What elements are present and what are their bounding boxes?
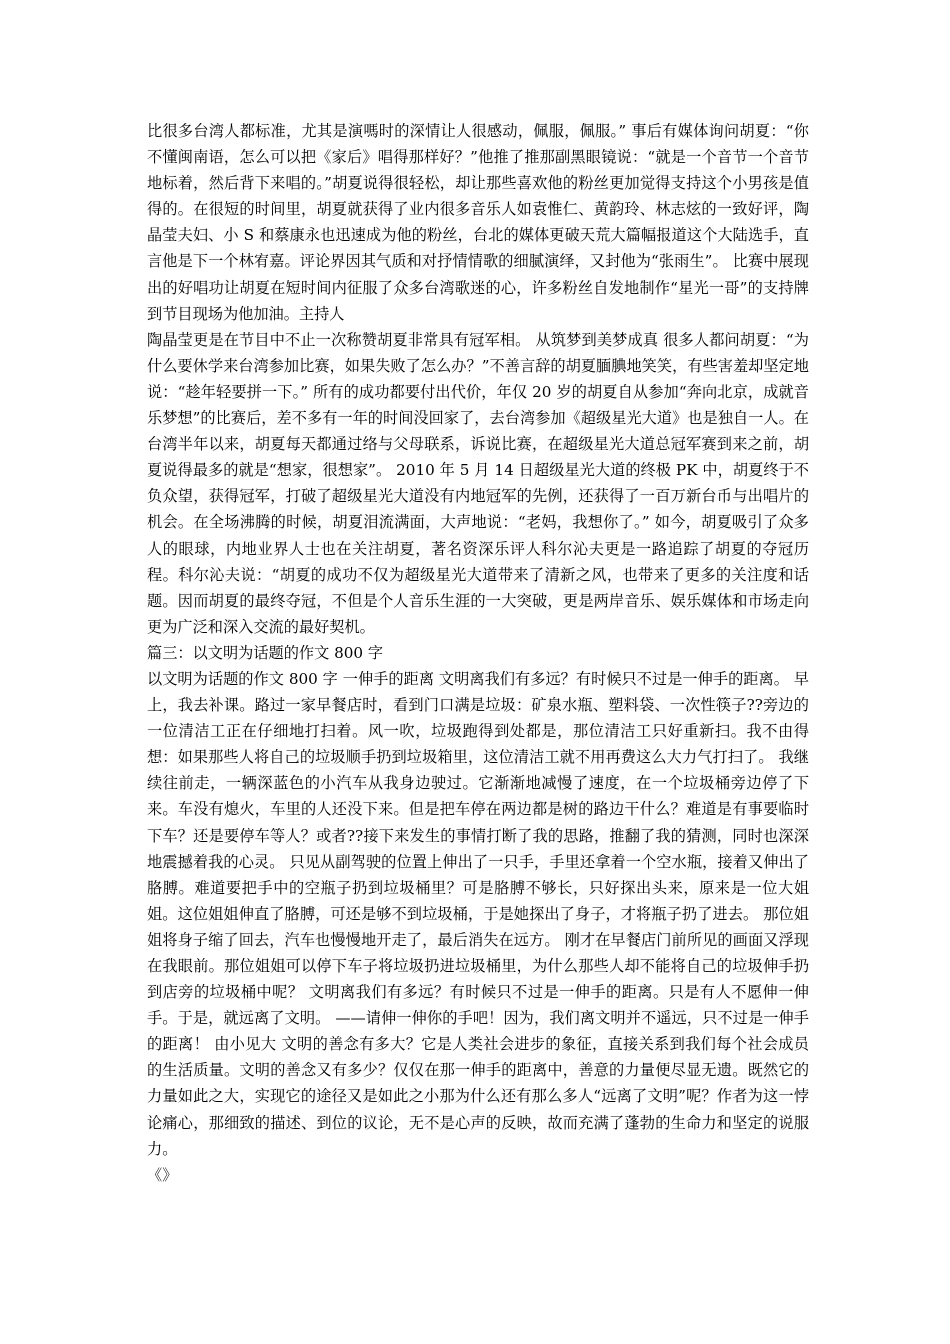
paragraph-2: 陶晶莹更是在节目中不止一次称赞胡夏非常具有冠军相。 从筑梦到美梦成真 很多人都问胡夏：“为什么要休学来台湾参加比赛，如果失败了怎么办？”不善言辞的胡夏腼腆地笑笑，有些害羞却坚定地说：“趁年轻要拼一下。” 所有的成功都要付出代价，年仅 20 岁的胡夏自从参加“奔向北京，成就音乐梦想”的比赛后，差不多有一年的时间没回家了，去台湾参加《超级星光大道》也是独自一人。在台湾半年以来，胡夏每天都通过络与父母联系，诉说比赛，在超级星光大道总冠军赛到来之前，胡夏说得最多的就是“想家，很想家”。 2010 年 5 月 14 日超级星光大道的终极 PK 中，胡夏终于不负众望，获得冠军，打破了超级星光大道没有内地冠军的先例，还获得了一百万新台币与出唱片的机会。在全场沸腾的时候，胡夏泪流满面，大声地说：“老妈，我想你了。” 如今，胡夏吸引了众多人的眼球，内地业界人士也在关注胡夏，著名资深乐评人科尔沁夫更是一路追踪了胡夏的夺冠历程。科尔沁夫说：“胡夏的成功不仅为超级星光大道带来了清新之风，也带来了更多的关注度和话题。因而胡夏的最终夺冠，不但是个人音乐生涯的一大突破，更是两岸音乐、娱乐媒体和市场走向更为广泛和深入交流的最好契机。 [147,330,809,636]
document-page [147,118,809,1188]
section-heading: 篇三：以文明为话题的作文 800 字 [147,643,384,662]
essay-paragraph: 以文明为话题的作文 800 字 一伸手的距离 文明离我们有多远？有时候只不过是一伸手的距离。 早上，我去补课。路过一家早餐店时，看到门口满是垃圾：矿泉水瓶、塑料袋、一次性筷子??旁边的一位清洁工正在仔细地打扫着。风一吹，垃圾跑得到处都是，那位清洁工只好重新扫。我不由得想：如果那些人将自己的垃圾顺手扔到垃圾箱里，这位清洁工就不用再费这么大力气打扫了。 我继续往前走，一辆深蓝色的小汽车从我身边驶过。它渐渐地减慢了速度，在一个垃圾桶旁边停了下来。车没有熄火，车里的人还没下来。但是把车停在两边都是树的路边干什么？难道是有事要临时下车？还是要停车等人？或者??接下来发生的事情打断了我的思路，推翻了我的猜测，同时也深深地震撼着我的心灵。 只见从副驾驶的位置上伸出了一只手，手里还拿着一个空水瓶，接着又伸出了胳膊。难道要把手中的空瓶子扔到垃圾桶里？可是胳膊不够长，只好探出头来，原来是一位大姐姐。这位姐姐伸直了胳膊，可还是够不到垃圾桶，于是她探出了身子，才将瓶子扔了进去。 那位姐姐将身子缩了回去，汽车也慢慢地开走了，最后消失在远方。 刚才在早餐店门前所见的画面又浮现在我眼前。那位姐姐可以停下车子将垃圾扔进垃圾桶里，为什么那些人却不能将自己的垃圾伸手扔到店旁的垃圾桶中呢？ 文明离我们有多远？有时候只不过是一伸手的距离。只是有人不愿伸一伸手。于是，就远离了文明。 ——请伸一伸你的手吧！因为，我们离文明并不遥远，只不过是一伸手的距离！ 由小见大 文明的善念有多大？它是人类社会进步的象征，直接关系到我们每个社会成员的生活质量。文明的善念又有多少？仅仅在那一伸手的距离中，善意的力量便尽显无遗。既然它的力量如此之大，实现它的途径又是如此之小那为什么还有那么多人“远离了文明”呢？作者为这一悖论痛心，那细致的描述、到位的议论，无不是心声的反映，故而充满了蓬勃的生命力和坚定的说服力。 [147,669,809,1158]
trailing-mark: 《》 [147,1165,178,1184]
paragraph-1: 比很多台湾人都标准，尤其是演嗎时的深情让人很感动，佩服，佩服。” 事后有媒体询问胡夏：“你不懂闽南语，怎么可以把《家后》唱得那样好？”他推了推那副黑眼镜说：“就是一个音节一个音节地标着，然后背下来唱的。”胡夏说得很轻松，却让那些喜欢他的粉丝更加觉得支持这个小男孩是值得的。在很短的时间里，胡夏就获得了业内很多音乐人如袁惟仁、黄韵玲、林志炫的一致好评，陶晶莹夫妇、小 S 和蔡康永也迅速成为他的粉丝，台北的媒体更破天荒大篇幅报道这个大陆选手，直言他是下一个林宥嘉。评论界因其气质和对抒情情歌的细腻演绎，又封他为“张雨生”。 比赛中展现出的好唱功让胡夏在短时间内征服了众多台湾歌迷的心，许多粉丝自发地制作“星光一哥”的支持牌到节目现场为他加油。主持人 [147,122,809,323]
